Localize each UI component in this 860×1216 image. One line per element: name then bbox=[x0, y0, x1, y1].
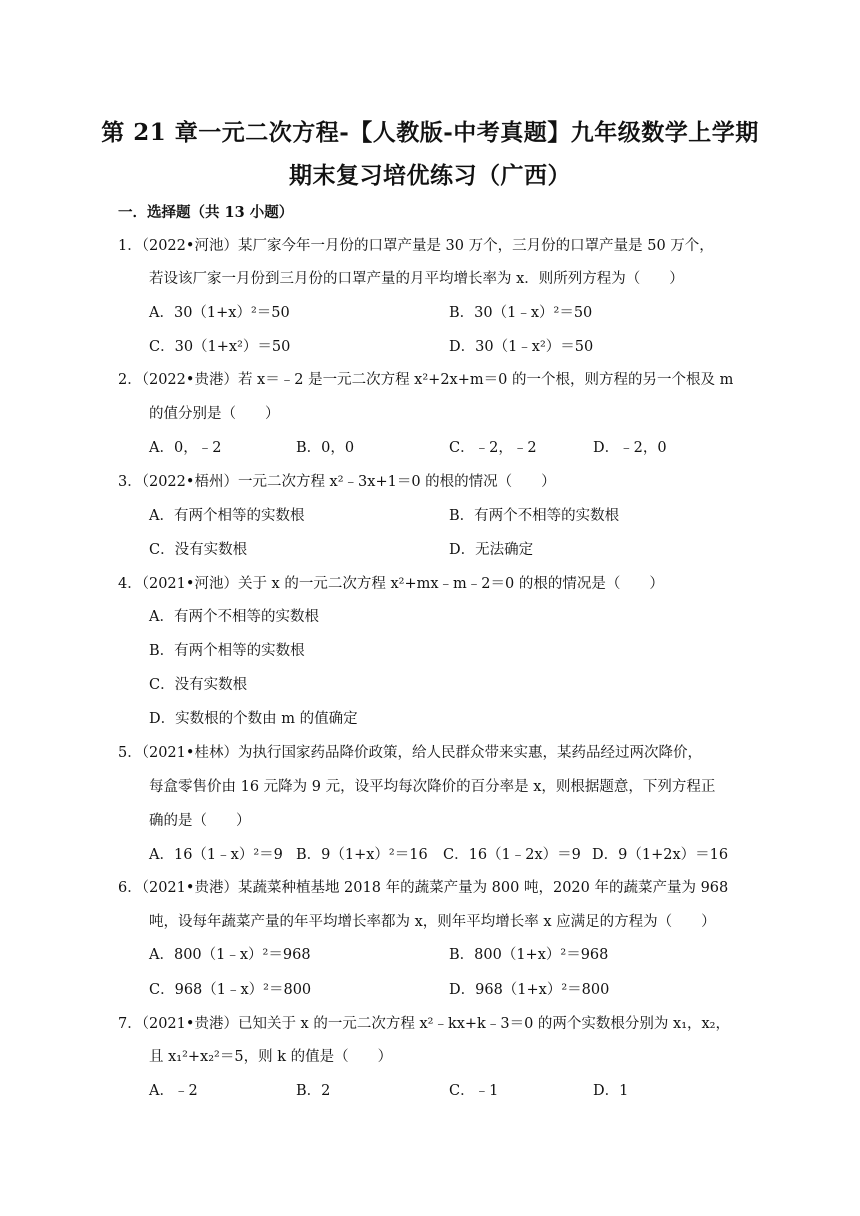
question-1-option-a: A．30（1+x）²＝50 bbox=[149, 305, 290, 321]
question-2-text-1: 若 x＝﹣2 是一元二次方程 x²+2x+m＝0 的一个根，则方程的另一个根及 m bbox=[237, 372, 734, 388]
question-5-text-1: 为执行国家药品降价政策，给人民群众带来实惠，某药品经过两次降价， bbox=[237, 745, 702, 761]
question-5-line-1: 5．（2021•桂林）为执行国家药品降价政策，给人民群众带来实惠，某药品经过两次降价， bbox=[118, 745, 702, 761]
question-1-text-1: 某厂家今年一月份的口罩产量是 30 万个，三月份的口罩产量是 50 万个， bbox=[237, 238, 714, 254]
question-2-option-b: B．0，0 bbox=[296, 440, 355, 456]
question-7-line-2: 且 x₁²+x₂²＝5，则 k 的值是（ ） bbox=[149, 1049, 393, 1065]
document-title-line-2: 期末复习培优练习（广西） bbox=[289, 162, 571, 189]
question-6-text-1: 某蔬菜种植基地 2018 年的蔬菜产量为 800 吨，2020 年的蔬菜产量为 968 bbox=[237, 880, 729, 896]
question-7-line-1: 7．（2021•贵港）已知关于 x 的一元二次方程 x²﹣kx+k﹣3＝0 的两个实数根分别为 x₁，x₂， bbox=[118, 1016, 730, 1032]
question-4-option-b: B．有两个相等的实数根 bbox=[149, 643, 305, 659]
question-5-option-c: C．16（1﹣2x）＝9 bbox=[443, 847, 581, 863]
question-3-option-c: C．没有实数根 bbox=[149, 542, 248, 558]
question-6-line-2: 吨，设每年蔬菜产量的年平均增长率都为 x，则年平均增长率 x 应满足的方程为（ ） bbox=[149, 914, 716, 930]
question-6-option-b: B．800（1+x）²＝968 bbox=[449, 947, 609, 963]
question-2-option-a: A．0，﹣2 bbox=[149, 440, 222, 456]
question-3-text-1: 一元二次方程 x²﹣3x+1＝0 的根的情况（ ） bbox=[237, 474, 556, 490]
question-4-text-1: 关于 x 的一元二次方程 x²+mx﹣m﹣2＝0 的根的情况是（ ） bbox=[237, 576, 664, 592]
document-title-line-1: 第 21 章一元二次方程-【人教版-中考真题】九年级数学上学期 bbox=[101, 119, 759, 146]
question-1-option-c: C．30（1+x²）＝50 bbox=[149, 339, 291, 355]
question-2-option-c: C．﹣2，﹣2 bbox=[449, 440, 537, 456]
question-3-option-b: B．有两个不相等的实数根 bbox=[449, 508, 620, 524]
question-1-option-b: B．30（1﹣x）²＝50 bbox=[449, 305, 593, 321]
question-7-option-a: A．﹣2 bbox=[149, 1083, 198, 1099]
question-5-line-3: 确的是（ ） bbox=[149, 813, 251, 829]
section-heading: 一．选择题（共 13 小题） bbox=[118, 204, 294, 221]
question-4-option-a: A．有两个不相等的实数根 bbox=[149, 609, 319, 625]
question-6-option-a: A．800（1﹣x）²＝968 bbox=[149, 947, 311, 963]
question-6-option-d: D．968（1+x）²＝800 bbox=[449, 982, 610, 998]
question-6-option-c: C．968（1﹣x）²＝800 bbox=[149, 982, 312, 998]
question-5-option-d: D．9（1+2x）＝16 bbox=[592, 847, 729, 863]
question-1-option-d: D．30（1﹣x²）＝50 bbox=[449, 339, 594, 355]
question-1-line-1: 1．（2022•河池）某厂家今年一月份的口罩产量是 30 万个，三月份的口罩产量是 50 万个， bbox=[118, 238, 714, 254]
question-1-line-2: 若设该厂家一月份到三月份的口罩产量的月平均增长率为 x．则所列方程为（ ） bbox=[149, 271, 684, 287]
question-3-option-a: A．有两个相等的实数根 bbox=[149, 508, 305, 524]
question-4-line-1: 4．（2021•河池）关于 x 的一元二次方程 x²+mx﹣m﹣2＝0 的根的情况是（ ） bbox=[118, 576, 664, 592]
question-7-text-1: 已知关于 x 的一元二次方程 x²﹣kx+k﹣3＝0 的两个实数根分别为 x₁，x₂， bbox=[237, 1016, 730, 1032]
question-7-option-d: D．1 bbox=[593, 1083, 629, 1099]
question-7-option-c: C．﹣1 bbox=[449, 1083, 499, 1099]
question-2-line-2: 的值分别是（ ） bbox=[149, 406, 280, 422]
question-4-option-c: C．没有实数根 bbox=[149, 677, 248, 693]
question-5-option-b: B．9（1+x）²＝16 bbox=[296, 847, 428, 863]
question-6-line-1: 6．（2021•贵港）某蔬菜种植基地 2018 年的蔬菜产量为 800 吨，2020 年的蔬菜产量为 968 bbox=[118, 880, 729, 896]
question-2-line-1: 2．（2022•贵港）若 x＝﹣2 是一元二次方程 x²+2x+m＝0 的一个根，则方程的另一个根及 m bbox=[118, 372, 734, 388]
question-4-option-d: D．实数根的个数由 m 的值确定 bbox=[149, 711, 358, 727]
question-5-line-2: 每盒零售价由 16 元降为 9 元，设平均每次降价的百分率是 x，则根据题意，下列方程正 bbox=[149, 779, 716, 795]
question-3-line-1: 3．（2022•梧州）一元二次方程 x²﹣3x+1＝0 的根的情况（ ） bbox=[118, 474, 556, 490]
question-5-option-a: A．16（1﹣x）²＝9 bbox=[149, 847, 283, 863]
question-2-option-d: D．﹣2，0 bbox=[593, 440, 667, 456]
question-3-option-d: D．无法确定 bbox=[449, 542, 534, 558]
question-7-option-b: B．2 bbox=[296, 1083, 331, 1099]
